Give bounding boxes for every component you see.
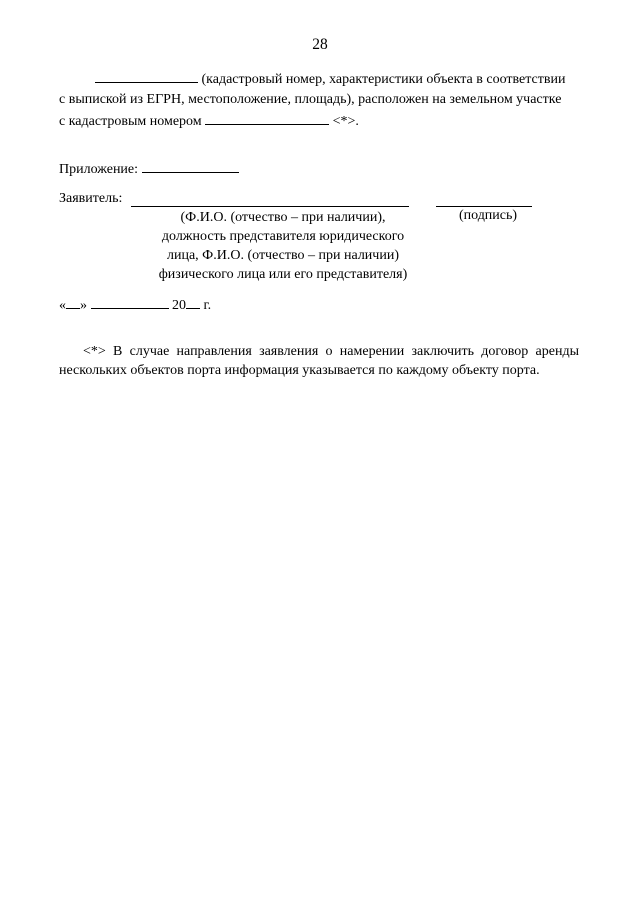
footnote-line-2: нескольких объектов порта информация указывается по каждому объекту порта. — [59, 363, 540, 378]
blank-day — [66, 294, 80, 309]
fio-caption-line: (Ф.И.О. (отчество – при наличии), — [180, 210, 386, 225]
fio-caption — [128, 208, 438, 284]
blank-appendix — [142, 158, 239, 173]
page-number: 28 — [312, 36, 328, 53]
fio-caption-line: должность представителя юридического — [161, 229, 405, 244]
blank-cadastral-number — [205, 110, 329, 125]
paragraph-line-3 — [59, 110, 579, 132]
blank-applicant-name — [131, 206, 409, 207]
fio-caption-line: лица, Ф.И.О. (отчество – при наличии) — [167, 248, 399, 263]
paragraph-line-1-text: (кадастровый номер, характеристики объекта в соответствии — [201, 72, 566, 87]
footnote-line-1: <*> В случае направления заявления о намерении заключить договор аренды — [83, 344, 579, 359]
footnote — [59, 342, 579, 380]
object-description-paragraph — [59, 68, 579, 132]
appendix-label: Приложение: — [59, 162, 139, 177]
applicant-label: Заявитель: — [59, 191, 123, 206]
blank-signature — [436, 206, 532, 207]
fio-caption-line: физического лица или его представителя) — [158, 267, 408, 282]
date-open-quote: « — [59, 298, 66, 313]
year-suffix: г. — [203, 298, 212, 313]
cadastral-number-label: с кадастровым номером — [59, 114, 202, 129]
appendix-field — [59, 158, 239, 178]
blank-month — [91, 294, 169, 309]
date-field — [59, 294, 211, 314]
paragraph-line-2: с выпиской из ЕГРН, местоположение, площадь), расположен на земельном участке — [59, 92, 562, 107]
date-close-quote: » — [80, 298, 87, 313]
year-prefix: 20 — [172, 298, 186, 313]
signature-caption: (подпись) — [458, 208, 518, 223]
blank-year — [186, 294, 200, 309]
paragraph-line-1 — [59, 68, 579, 90]
blank-object-name — [95, 68, 198, 83]
footnote-ref: <*>. — [332, 114, 359, 129]
